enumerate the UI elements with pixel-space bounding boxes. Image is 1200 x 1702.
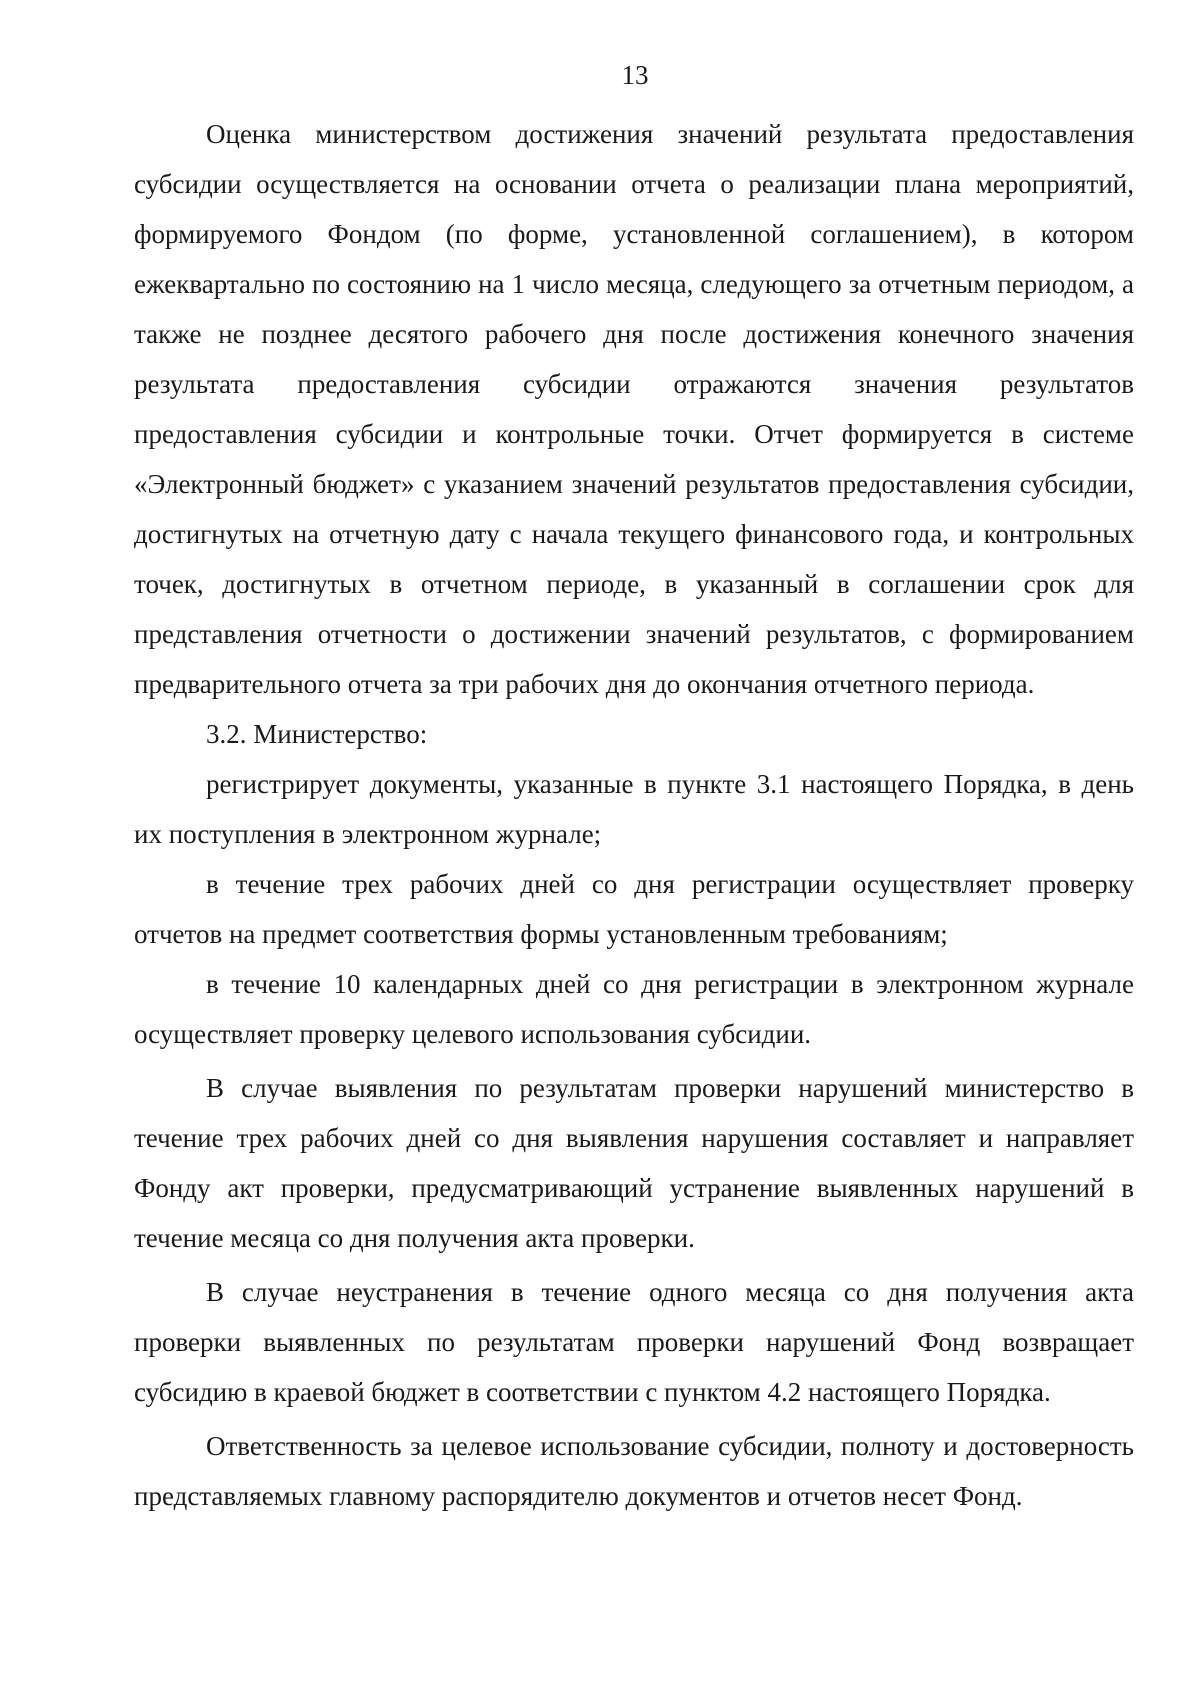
paragraph-form-check: в течение трех рабочих дней со дня регистрации осуществляет проверку отчетов на предмет соответствия формы установленным требованиям; [134, 869, 1134, 949]
page-number: 13 [621, 60, 649, 90]
paragraph-evaluation: Оценка министерством достижения значений результата предоставления субсидии осуществляется на основании отчета о реализации плана мероприятий, формируемого Фондом (по форме, установленной соглашением), в котором ежеквартально по состоянию на 1 число месяца, следующего за отчетным периодом, а также не позднее десятого рабочего дня после достижения конечного значения результата предоставления субсидии отражаются значения результатов предоставления субсидии и контрольные точки. Отчет формируется в системе «Электронный бюджет» с указанием значений результатов предоставления субсидии, достигнутых на отчетную дату с начала текущего финансового года, и контрольных точек, достигнутых в отчетном периоде, в указанный в соглашении срок для представления отчетности о достижении значений результатов, с формированием предварительного отчета за три рабочих дня до окончания отчетного периода. [134, 119, 1134, 699]
paragraph-responsibility: Ответственность за целевое использование субсидии, полноту и достоверность представляемых главному распорядителю документов и отчетов несет Фонд. [134, 1431, 1134, 1511]
paragraph-target-use-check: в течение 10 календарных дней со дня регистрации в электронном журнале осуществляет проверку целевого использования субсидии. [134, 969, 1134, 1049]
document-body [134, 109, 1134, 1521]
paragraph-violations: В случае выявления по результатам проверки нарушений министерство в течение трех рабочих дней со дня выявления нарушения составляет и направляет Фонду акт проверки, предусматривающий устранение выявленных нарушений в течение месяца со дня получения акта проверки. [134, 1073, 1134, 1253]
paragraph-subsidy-return: В случае неустранения в течение одного месяца со дня получения акта проверки выявленных по результатам проверки нарушений Фонд возвращает субсидию в краевой бюджет в соответствии с пунктом 4.2 настоящего Порядка. [134, 1277, 1134, 1407]
paragraph-registers-documents: регистрирует документы, указанные в пункте 3.1 настоящего Порядка, в день их поступления в электронном журнале; [134, 769, 1134, 849]
paragraph-section-heading: 3.2. Министерство: [206, 719, 428, 749]
